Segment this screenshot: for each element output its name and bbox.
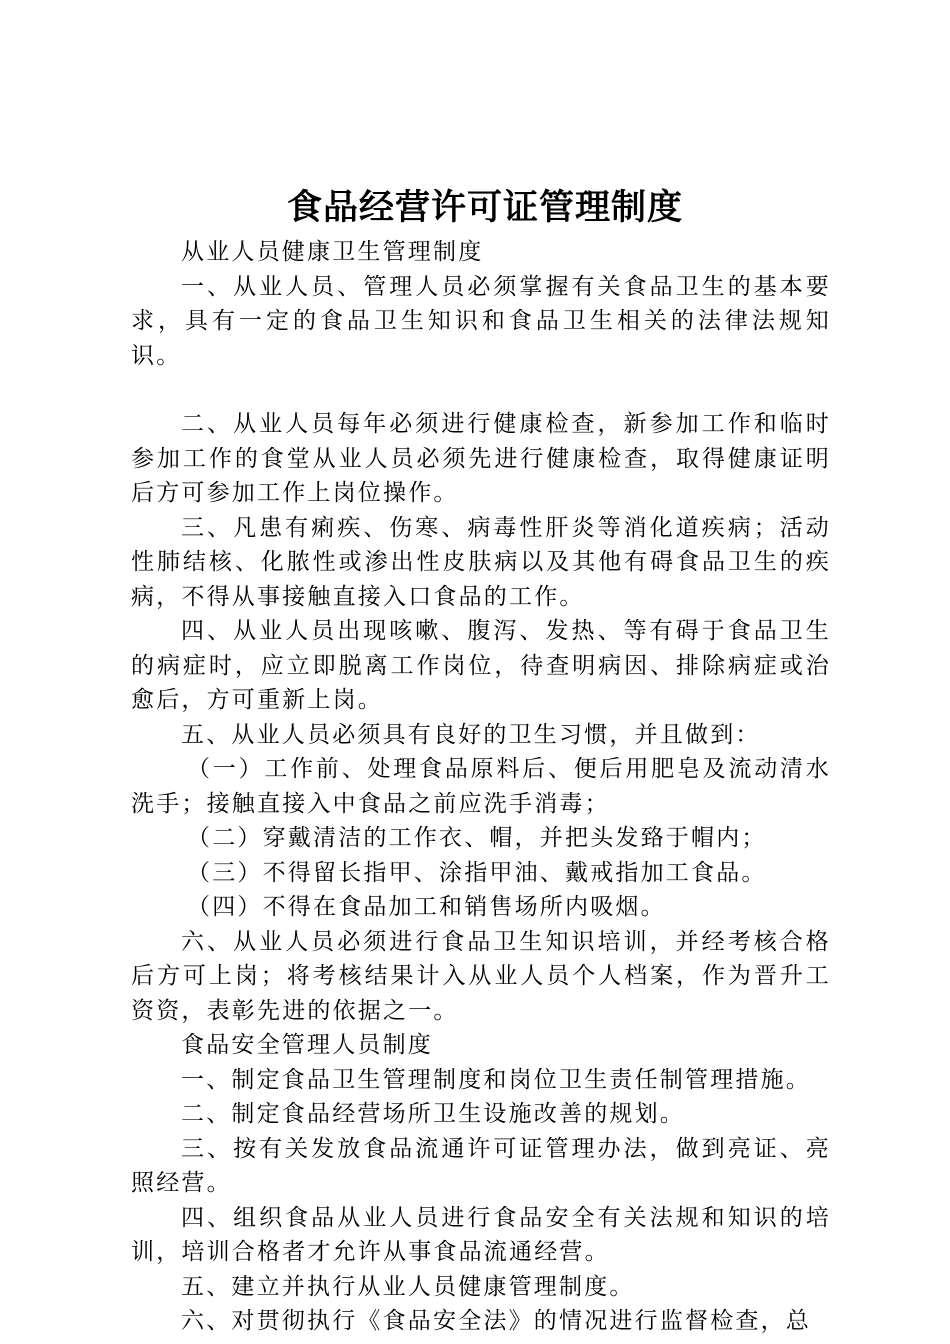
sub-item-1: （一）工作前、处理食品原料后、便后用肥皂及流动清水洗手；接触直接入中食品之前应洗手消毒；: [131, 756, 831, 817]
paragraph-health-5: 五、从业人员必须具有良好的卫生习惯，并且做到：: [181, 721, 761, 748]
blank-line: [131, 373, 831, 407]
paragraph-health-2: 二、从业人员每年必须进行健康检查，新参加工作和临时参加工作的食堂从业人员必须先进行健康检查，取得健康证明后方可参加工作上岗位操作。: [131, 411, 831, 506]
paragraph-health-4: 四、从业人员出现咳嗽、腹泻、发热、等有碍于食品卫生的病症时，应立即脱离工作岗位，待查明病因、排除病症或治愈后，方可重新上岗。: [131, 618, 831, 713]
section-heading-safety: 食品安全管理人员制度: [181, 1032, 433, 1058]
paragraph-safety-1: 一、制定食品卫生管理制度和岗位卫生责任制管理措施。: [181, 1066, 811, 1093]
paragraph-health-3: 三、凡患有痢疾、伤寒、病毒性肝炎等消化道疾病；活动性肺结核、化脓性或渗出性皮肤病以及其他有碍食品卫生的疾病，不得从事接触直接入口食品的工作。: [131, 514, 831, 610]
sub-item-4: （四）不得在食品加工和销售场所内吸烟。: [187, 894, 666, 920]
document-page: [131, 183, 831, 1339]
paragraph-safety-5: 五、建立并执行从业人员健康管理制度。: [181, 1273, 635, 1300]
paragraph-safety-4: 四、组织食品从业人员进行食品安全有关法规和知识的培训，培训合格者才允许从事食品流通经营。: [131, 1204, 831, 1265]
paragraph-safety-3: 三、按有关发放食品流通许可证管理办法，做到亮证、亮照经营。: [131, 1135, 831, 1196]
paragraph-safety-6: 六、对贯彻执行《食品安全法》的情况进行监督检查，总: [181, 1308, 811, 1334]
paragraph-health-6: 六、从业人员必须进行食品卫生知识培训，并经考核合格后方可上岗；将考核结果计入从业人员个人档案，作为晋升工资资，表彰先进的依据之一。: [131, 928, 831, 1024]
section-heading-health: 从业人员健康卫生管理制度: [181, 239, 484, 265]
document-body: [131, 235, 831, 1339]
paragraph-safety-2: 二、制定食品经营场所卫生设施改善的规划。: [181, 1101, 685, 1127]
sub-item-3: （三）不得留长指甲、涂指甲油、戴戒指加工食品。: [187, 859, 767, 886]
paragraph-health-1: 一、从业人员、管理人员必须掌握有关食品卫生的基本要求，具有一定的食品卫生知识和食品卫生相关的法律法规知识。: [131, 273, 831, 369]
document-title: 食品经营许可证管理制度: [286, 188, 683, 228]
sub-item-2: （二）穿戴清洁的工作衣、帽，并把头发臵于帽内；: [187, 825, 767, 851]
